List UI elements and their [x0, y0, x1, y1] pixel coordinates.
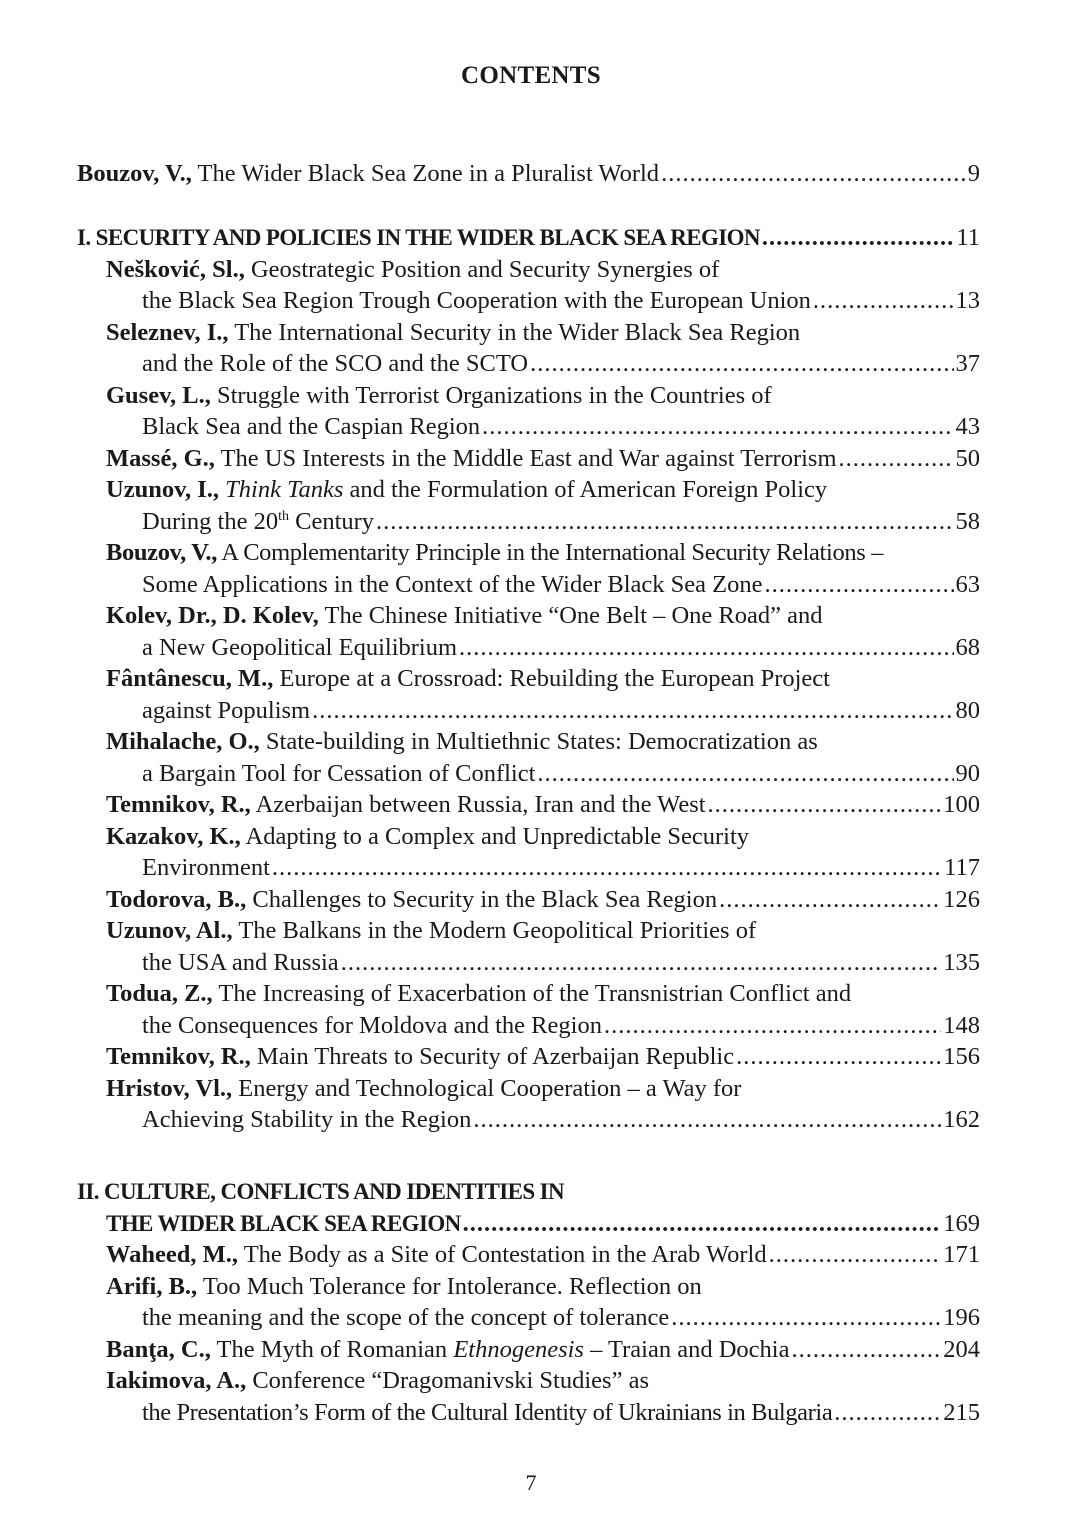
toc-entry: Todua, Z., The Increasing of Exacerbation of the Transnistrian Conflict and: [106, 980, 852, 1007]
toc-entry: Uzunov, Al., The Balkans in the Modern Geopolitical Priorities of: [106, 917, 757, 944]
entry-author: Bouzov, V.,: [77, 160, 192, 187]
toc-entry: Kolev, Dr., D. Kolev, The Chinese Initiative “One Belt – One Road” and: [106, 602, 823, 629]
toc-entry-cont: a New Geopolitical Equilibrium ..... 68: [77, 632, 980, 664]
toc-entry-cont: Achieving Stability in the Region ..... 162: [77, 1104, 980, 1136]
toc-entry-cont: Some Applications in the Context of the Wider Black Sea Zone ..... 63: [77, 569, 980, 601]
toc-entry: Massé, G., The US Interests in the Middle East and War against Terrorism ..... 50: [77, 443, 980, 475]
section-heading: II. CULTURE, CONFLICTS AND IDENTITIES IN: [77, 1179, 565, 1204]
section-heading: I. SECURITY AND POLICIES IN THE WIDER BLACK SEA REGION ..... 11: [77, 222, 980, 254]
toc-entry: [77, 158, 980, 190]
toc-entry: Uzunov, I., Think Tanks and the Formulation of American Foreign Policy: [106, 476, 828, 503]
toc-entry: Nešković, Sl., Geostrategic Position and Security Synergies of: [106, 255, 720, 283]
toc-entry: Bouzov, V., A Complementarity Principle in the International Security Relations –: [106, 539, 884, 566]
toc-entry: Temnikov, R., Azerbaijan between Russia, Iran and the West ..... 100: [77, 789, 980, 821]
toc-entry-cont: and the Role of the SCO and the SCTO ..... 37: [77, 348, 980, 380]
toc-entry: Waheed, M., The Body as a Site of Contestation in the Arab World ..... 171: [77, 1239, 980, 1271]
toc-entry: Hristov, Vl., Energy and Technological Cooperation – a Way for: [106, 1074, 742, 1102]
toc-entry-cont: Black Sea and the Caspian Region ..... 43: [77, 411, 980, 443]
toc-entry-cont: the Consequences for Moldova and the Region ..... 148: [77, 1010, 980, 1042]
toc-entry: Temnikov, R., Main Threats to Security of Azerbaijan Republic ..... 156: [77, 1041, 980, 1073]
toc-entry-cont: the Presentation’s Form of the Cultural Identity of Ukrainians in Bulgaria ..... 215: [77, 1397, 980, 1429]
toc-entry: Gusev, L., Struggle with Terrorist Organizations in the Countries of: [106, 381, 772, 409]
toc-entry: Seleznev, I., The International Security in the Wider Black Sea Region: [106, 318, 801, 346]
toc-entry-cont: a Bargain Tool for Cessation of Conflict ..... 90: [77, 758, 980, 790]
toc-entry-cont: the Black Sea Region Trough Cooperation with the European Union ..... 13: [77, 285, 980, 317]
toc-entry: Kazakov, K., Adapting to a Complex and Unpredictable Security: [106, 822, 750, 850]
section-heading-cont: THE WIDER BLACK SEA REGION ..... 169: [77, 1208, 980, 1240]
entry-title: The Wider Black Sea Zone in a Pluralist World: [197, 160, 660, 187]
section-2: [77, 1176, 980, 1428]
page-title: CONTENTS: [461, 62, 601, 89]
toc-entry: Todorova, B., Challenges to Security in the Black Sea Region ..... 126: [77, 884, 980, 916]
toc-entry-cont: the meaning and the scope of the concept of tolerance ..... 196: [77, 1302, 980, 1334]
entry-page: 9: [967, 160, 980, 187]
toc-entry: Iakimova, A., Conference “Dragomanivski Studies” as: [106, 1367, 649, 1394]
toc-entry: Arifi, B., Too Much Tolerance for Intolerance. Reflection on: [106, 1272, 702, 1300]
toc-entry: Mihalache, O., State-building in Multiethnic States: Democratization as: [106, 728, 818, 755]
toc-entry-cont: against Populism ..... 80: [77, 695, 980, 727]
table-of-contents: [77, 158, 980, 190]
page-number: 7: [525, 1470, 537, 1495]
toc-entry-cont: the USA and Russia ..... 135: [77, 947, 980, 979]
toc-entry: Fântânescu, M., Europe at a Crossroad: Rebuilding the European Project: [106, 665, 830, 692]
toc-entry: Banţa, C., The Myth of Romanian Ethnogenesis – Traian and Dochia ..... 204: [77, 1334, 980, 1366]
toc-entry-cont: Environment ..... 117: [77, 852, 980, 884]
section-1: [77, 222, 980, 1136]
toc-entry-cont: During the 20th Century ..... 58: [77, 506, 980, 538]
